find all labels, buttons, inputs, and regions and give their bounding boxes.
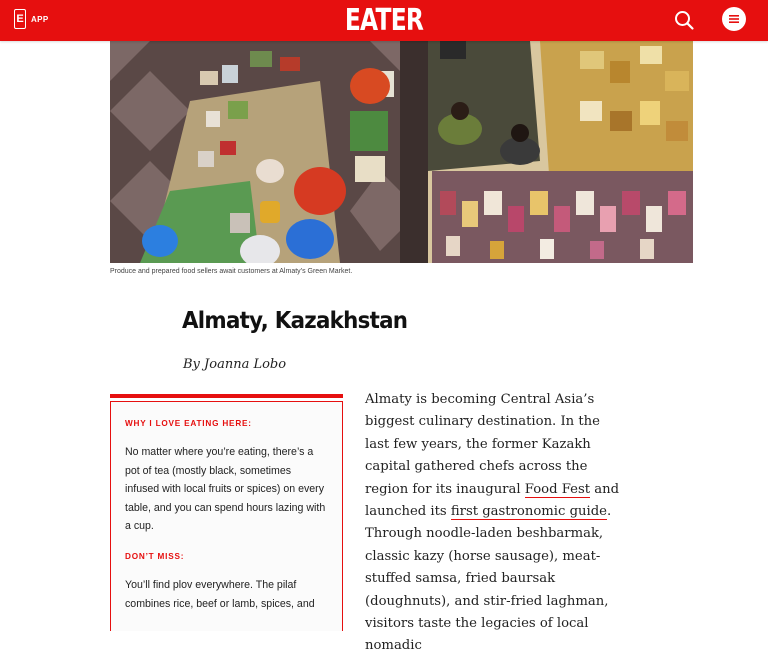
market-photo (110, 41, 693, 263)
highlights-box (110, 394, 343, 634)
why-i-love-text: No matter where you’re eating, there’s a pot of tea (mostly black, sometimes infused with local fruits or spices) on every table, and you can spend hours lazing with a cup. (125, 446, 326, 533)
article-byline: By Joanna Lobo (183, 357, 287, 372)
paragraph-text: Almaty is becoming Central Asia’s biggest culinary destination. In the last few years, the former Kazakh capital gathered chefs across the region for its inaugural (365, 392, 600, 497)
hero-image-market (110, 41, 693, 263)
app-download-link[interactable] (14, 8, 49, 30)
dont-miss-heading: DON’T MISS: (125, 551, 185, 561)
eater-app-icon: E (14, 9, 26, 29)
article-paragraph (365, 389, 625, 658)
search-button[interactable] (673, 9, 695, 31)
dont-miss-text: You’ll find plov everywhere. The pilaf combines rice, beef or lamb, spices, and (125, 578, 315, 610)
top-nav-bar (0, 0, 768, 41)
gastronomic-guide-link[interactable]: first gastronomic guide (450, 504, 607, 520)
image-caption: Produce and prepared food sellers await customers at Almaty’s Green Market. (110, 268, 353, 275)
paragraph-text: . Through noodle-laden beshbarmak, classic kazy (horse sausage), meat-stuffed samsa, fried baursak (doughnuts), and stir-fried laghman, visitors taste the legacies of local nomadic (365, 504, 612, 654)
app-label: APP (31, 14, 49, 24)
highlights-box-content (110, 401, 343, 631)
hamburger-menu-icon (728, 14, 740, 24)
article-title: Almaty, Kazakhstan (182, 308, 408, 334)
why-i-love-heading: WHY I LOVE EATING HERE: (125, 419, 252, 428)
food-fest-link[interactable]: Food Fest (524, 481, 591, 497)
search-icon (673, 9, 695, 31)
eater-logo[interactable]: EATER (344, 3, 424, 38)
paragraph-text: and launched its (365, 481, 620, 520)
menu-button[interactable] (722, 7, 746, 31)
